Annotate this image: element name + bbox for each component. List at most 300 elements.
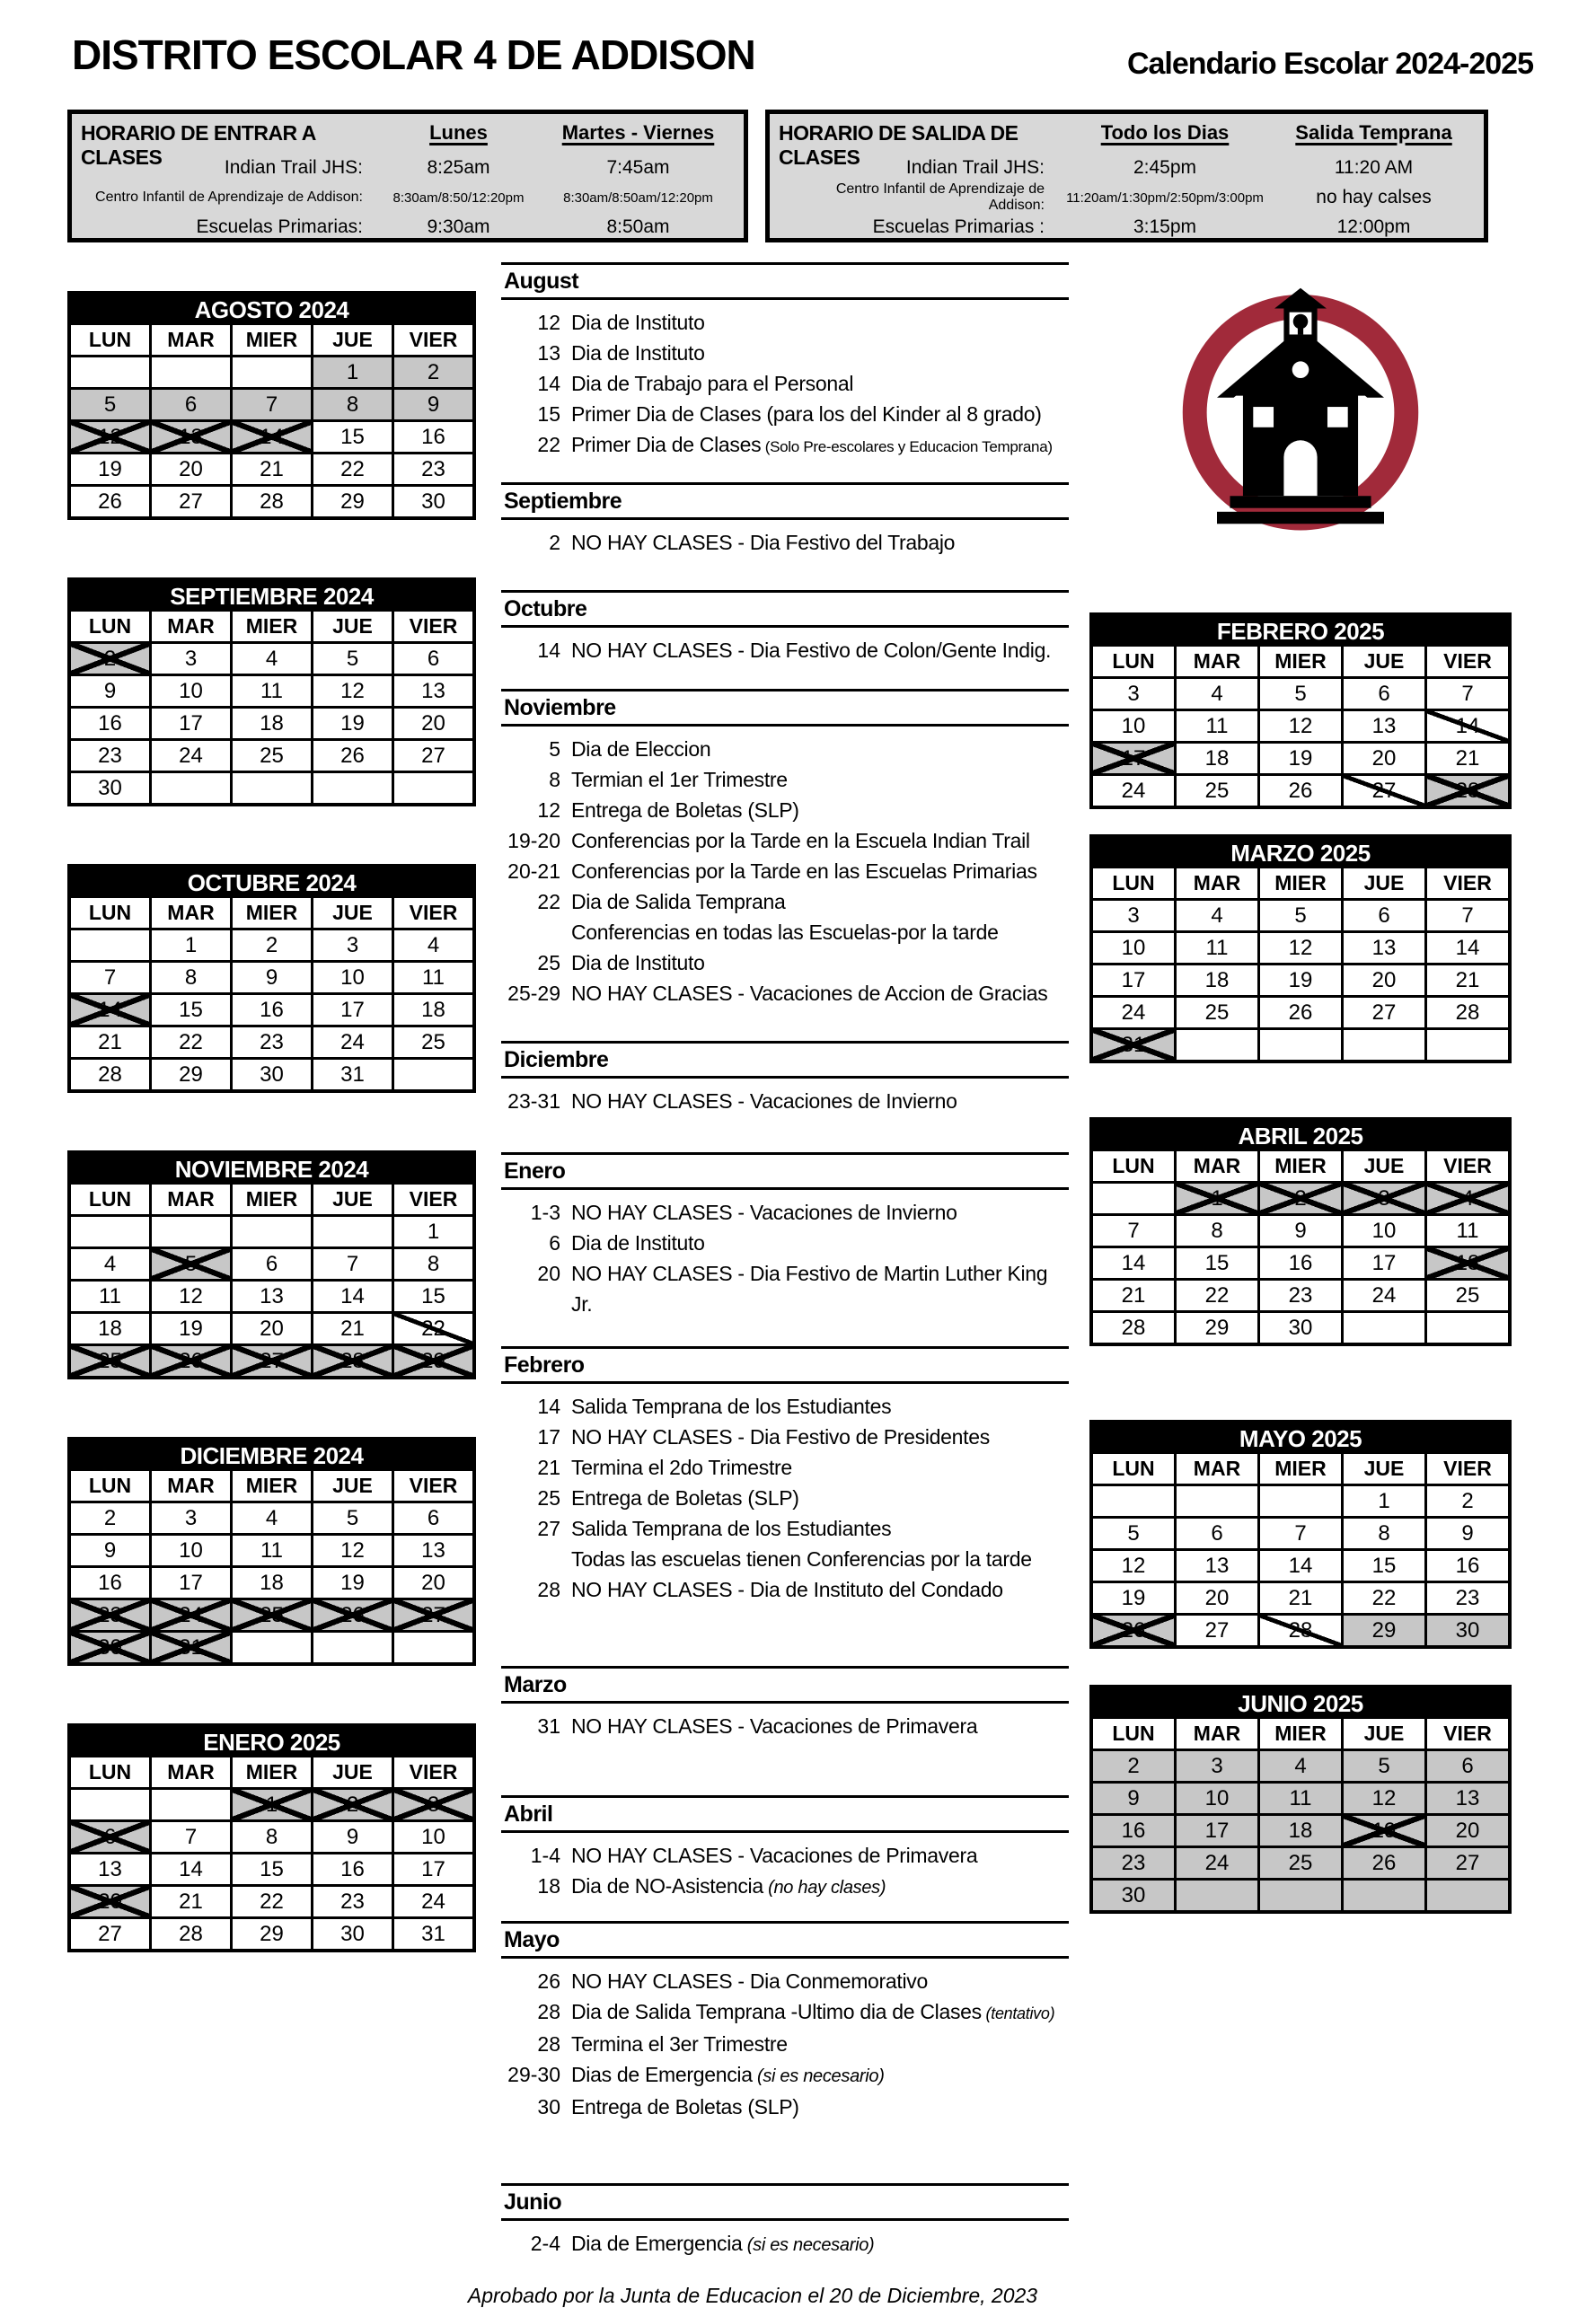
event-month-heading: Septiembre (501, 482, 1069, 520)
day-cell: 28 (152, 1919, 230, 1949)
day-cell: 26 (1093, 1616, 1174, 1645)
day-header: JUE (313, 1185, 392, 1214)
event-note: (si es necesario) (742, 2235, 875, 2255)
event-month-febrero (501, 1346, 1069, 1605)
day-cell: 6 (394, 1503, 472, 1533)
day-cell: 26 (1260, 998, 1341, 1027)
day-header: MAR (152, 612, 230, 641)
day-cell: 7 (71, 963, 149, 992)
day-header: MIER (233, 612, 311, 641)
document-header (72, 31, 1533, 82)
day-header: VIER (1427, 1151, 1508, 1181)
event-month-heading: August (501, 262, 1069, 300)
day-cell: 10 (1093, 711, 1174, 741)
entry-row-value: 8:50am (606, 216, 670, 237)
event-day-number: 15 (537, 402, 560, 426)
day-header: VIER (394, 1757, 472, 1787)
day-cell (71, 357, 149, 387)
event-item (501, 795, 1069, 825)
event-item (501, 429, 1069, 462)
day-cell: 4 (1260, 1751, 1341, 1781)
event-day-number: 25-29 (507, 982, 560, 1005)
day-header: LUN (1093, 647, 1174, 676)
day-cell: 23 (313, 1887, 392, 1916)
event-day-number: 23-31 (507, 1089, 560, 1113)
day-cell: 26 (1260, 776, 1341, 806)
day-header: JUE (1344, 647, 1424, 676)
day-cell: 15 (1344, 1551, 1424, 1581)
day-cell: 2 (71, 1503, 149, 1533)
event-item (501, 2228, 1069, 2260)
day-header: JUE (313, 1757, 392, 1787)
day-cell: 13 (152, 422, 230, 452)
day-cell: 24 (152, 741, 230, 771)
day-cell: 28 (71, 1060, 149, 1089)
calendar-title: MAYO 2025 (1093, 1423, 1508, 1454)
day-cell: 30 (1427, 1616, 1508, 1645)
month-calendar-abril2025 (1089, 1117, 1512, 1346)
event-text: Conferencias en todas las Escuelas-por la tarde (571, 921, 999, 944)
event-text: Entrega de Boletas (SLP) (571, 1486, 799, 1510)
day-cell: 11 (233, 1536, 311, 1565)
day-cell: 13 (1427, 1784, 1508, 1813)
calendar-grid (1093, 647, 1508, 806)
day-cell (152, 773, 230, 803)
day-header: MAR (152, 1471, 230, 1501)
day-cell: 8 (394, 1249, 472, 1279)
day-cell: 7 (1427, 679, 1508, 709)
event-text: Salida Temprana de los Estudiantes (571, 1517, 892, 1540)
day-cell: 30 (233, 1060, 311, 1089)
event-month-august (501, 262, 1069, 462)
day-cell: 9 (71, 1536, 149, 1565)
day-cell (313, 1633, 392, 1662)
day-cell (152, 1217, 230, 1246)
exit-row-label: Centro Infantil de Aprendizaje de Addison: (835, 181, 1045, 213)
day-cell: 2 (1093, 1751, 1174, 1781)
day-cell: 4 (71, 1249, 149, 1279)
day-cell: 25 (1427, 1281, 1508, 1310)
schoolhouse-logo-icon (1161, 266, 1440, 544)
day-cell: 19 (1093, 1583, 1174, 1613)
day-cell (1260, 1030, 1341, 1060)
day-cell: 22 (1177, 1281, 1257, 1310)
day-cell: 6 (1344, 901, 1424, 930)
day-cell (71, 930, 149, 960)
exit-row-label: Escuelas Primarias : (872, 216, 1045, 237)
calendar-title: OCTUBRE 2024 (71, 868, 472, 898)
entry-col-monday: Lunes (429, 121, 488, 144)
event-month-mayo (501, 1921, 1069, 2122)
day-cell: 3 (152, 1503, 230, 1533)
day-header: LUN (1093, 1151, 1174, 1181)
event-text: Termina el 2do Trimestre (571, 1456, 792, 1479)
day-cell: 5 (152, 1249, 230, 1279)
district-title: DISTRITO ESCOLAR 4 DE ADDISON (72, 31, 755, 78)
day-cell: 13 (1344, 933, 1424, 963)
day-cell: 10 (394, 1822, 472, 1852)
event-item (501, 368, 1069, 399)
day-cell: 6 (71, 1822, 149, 1852)
day-cell: 12 (313, 676, 392, 706)
event-day-number: 28 (537, 1578, 560, 1601)
day-cell: 21 (1427, 965, 1508, 995)
event-day-number: 12 (537, 798, 560, 822)
day-cell: 13 (233, 1282, 311, 1311)
day-cell (71, 1217, 149, 1246)
entry-row-label: Escuelas Primarias: (196, 216, 363, 237)
day-cell: 16 (313, 1854, 392, 1884)
day-cell: 17 (1093, 965, 1174, 995)
day-cell (1177, 1881, 1257, 1910)
day-cell: 6 (1344, 679, 1424, 709)
day-cell: 16 (71, 709, 149, 738)
day-cell (1093, 1184, 1174, 1213)
calendar-title: DICIEMBRE 2024 (71, 1440, 472, 1471)
day-cell: 15 (394, 1282, 472, 1311)
event-day-number: 22 (537, 433, 560, 456)
event-day-number: 21 (537, 1456, 560, 1479)
day-cell: 28 (233, 487, 311, 516)
day-cell: 17 (313, 995, 392, 1025)
day-cell: 9 (1427, 1519, 1508, 1548)
event-day-number: 22 (537, 890, 560, 913)
entry-row-label: Centro Infantil de Aprendizaje de Addison: (95, 189, 363, 205)
month-calendar-septiembre2024 (67, 577, 476, 806)
day-cell (233, 773, 311, 803)
day-cell: 31 (313, 1060, 392, 1089)
month-calendar-diciembre2024 (67, 1437, 476, 1666)
event-text: Dia de Instituto (571, 951, 705, 974)
day-cell: 17 (394, 1854, 472, 1884)
day-cell: 5 (71, 390, 149, 419)
day-header: LUN (71, 898, 149, 928)
event-note: (Solo Pre-escolares y Educacion Temprana) (761, 438, 1053, 455)
day-cell (1260, 1881, 1341, 1910)
day-header: VIER (1427, 647, 1508, 676)
event-month-abril (501, 1795, 1069, 1903)
day-cell: 29 (1177, 1313, 1257, 1343)
event-item (501, 917, 1069, 947)
day-cell: 3 (1344, 1184, 1424, 1213)
month-calendar-marzo2025 (1089, 834, 1512, 1063)
event-item (501, 978, 1069, 1009)
event-text: NO HAY CLASES - Vacaciones de Accion de Gracias (571, 982, 1048, 1005)
day-cell (1177, 1030, 1257, 1060)
event-day-number: 30 (537, 2095, 560, 2119)
event-item (501, 399, 1069, 429)
entry-schedule-title: HORARIO DE ENTRAR A CLASES (81, 121, 315, 169)
event-item (501, 1391, 1069, 1422)
day-cell: 2 (394, 357, 472, 387)
day-cell: 18 (233, 709, 311, 738)
event-day-number: 12 (537, 311, 560, 334)
day-cell: 19 (1344, 1816, 1424, 1846)
day-header: MIER (1260, 1454, 1341, 1484)
day-cell: 9 (394, 390, 472, 419)
event-item (501, 1544, 1069, 1574)
event-item (501, 947, 1069, 978)
day-header: VIER (1427, 1454, 1508, 1484)
day-cell: 22 (394, 1314, 472, 1343)
day-cell: 6 (233, 1249, 311, 1279)
event-day-number: 17 (537, 1425, 560, 1449)
day-cell: 16 (1260, 1248, 1341, 1278)
exit-row-value: 11:20 AM (1334, 157, 1414, 178)
day-cell: 25 (1260, 1848, 1341, 1878)
day-cell: 21 (1260, 1583, 1341, 1613)
event-day-number: 1-3 (530, 1201, 560, 1224)
event-text: Dia de Eleccion (571, 737, 711, 761)
day-cell: 5 (1093, 1519, 1174, 1548)
day-cell: 12 (1260, 711, 1341, 741)
day-cell: 16 (1427, 1551, 1508, 1581)
event-month-heading: Diciembre (501, 1041, 1069, 1079)
day-cell: 31 (394, 1919, 472, 1949)
calendar-title: ABRIL 2025 (1093, 1121, 1508, 1151)
day-cell: 28 (313, 1346, 392, 1376)
day-cell: 27 (233, 1346, 311, 1376)
event-text: Dia de Instituto (571, 311, 705, 334)
event-item (501, 1086, 1069, 1116)
day-cell: 5 (313, 644, 392, 674)
day-header: LUN (71, 612, 149, 641)
event-text: Dia de Instituto (571, 1231, 705, 1255)
event-day-number: 25 (537, 951, 560, 974)
day-cell: 23 (1260, 1281, 1341, 1310)
day-cell: 25 (233, 741, 311, 771)
event-day-number: 25 (537, 1486, 560, 1510)
day-cell: 18 (1177, 965, 1257, 995)
event-text: NO HAY CLASES - Vacaciones de Invierno (571, 1201, 957, 1224)
entry-col-tue-fri: Martes - Viernes (561, 121, 715, 144)
day-cell: 4 (233, 1503, 311, 1533)
exit-row-value: 11:20am/1:30pm/2:50pm/3:00pm (1066, 189, 1264, 206)
event-item (501, 2059, 1069, 2092)
day-cell: 4 (233, 644, 311, 674)
event-text: Dia de Emergencia (si es necesario) (571, 2232, 875, 2255)
day-header: LUN (71, 325, 149, 355)
event-text: NO HAY CLASES - Dia de Instituto del Condado (571, 1578, 1003, 1601)
calendar-year-title: Calendario Escolar 2024-2025 (1126, 47, 1533, 81)
day-cell: 7 (313, 1249, 392, 1279)
day-cell: 10 (152, 1536, 230, 1565)
day-cell: 23 (394, 454, 472, 484)
day-cell: 24 (152, 1600, 230, 1630)
day-header: MIER (1260, 1719, 1341, 1749)
day-cell: 21 (1427, 744, 1508, 773)
day-header: VIER (394, 612, 472, 641)
day-cell: 5 (1260, 679, 1341, 709)
day-cell: 13 (394, 676, 472, 706)
event-day-number: 31 (537, 1714, 560, 1738)
day-cell: 4 (1427, 1184, 1508, 1213)
day-cell: 14 (152, 1854, 230, 1884)
day-cell: 1 (313, 357, 392, 387)
exit-col-early: Salida Temprana (1295, 121, 1452, 144)
event-month-heading: Octubre (501, 590, 1069, 628)
day-header: MIER (1260, 1151, 1341, 1181)
event-item (501, 825, 1069, 856)
event-day-number: 14 (537, 639, 560, 662)
day-cell: 25 (1177, 776, 1257, 806)
day-cell: 24 (1177, 1848, 1257, 1878)
day-cell: 24 (394, 1887, 472, 1916)
event-month-marzo (501, 1666, 1069, 1741)
event-item (501, 734, 1069, 764)
day-cell: 25 (233, 1600, 311, 1630)
day-header: JUE (313, 612, 392, 641)
exit-row-value: no hay calses (1316, 187, 1432, 207)
day-cell: 11 (71, 1282, 149, 1311)
month-calendar-mayo2025 (1089, 1420, 1512, 1649)
day-header: VIER (394, 325, 472, 355)
day-cell: 12 (313, 1536, 392, 1565)
day-cell: 20 (394, 709, 472, 738)
day-cell: 18 (233, 1568, 311, 1598)
day-header: LUN (1093, 1719, 1174, 1749)
day-header: JUE (1344, 1454, 1424, 1484)
day-cell: 7 (1427, 901, 1508, 930)
event-note: (si es necesario) (752, 2066, 885, 2086)
day-cell: 2 (71, 644, 149, 674)
day-cell: 14 (313, 1282, 392, 1311)
day-cell (152, 357, 230, 387)
day-cell: 10 (1093, 933, 1174, 963)
event-item (501, 2029, 1069, 2059)
day-cell: 27 (1177, 1616, 1257, 1645)
event-text: NO HAY CLASES - Vacaciones de Primavera (571, 1714, 978, 1738)
entry-schedule-panel (67, 110, 748, 242)
month-calendar-noviembre2024 (67, 1150, 476, 1379)
event-item (501, 2092, 1069, 2122)
exit-schedule-panel (765, 110, 1488, 242)
entry-row-value: 8:30am/8:50am/12:20pm (563, 189, 713, 206)
day-cell: 19 (152, 1314, 230, 1343)
event-text: Conferencias por la Tarde en las Escuelas Primarias (571, 859, 1037, 883)
day-cell: 6 (1427, 1751, 1508, 1781)
event-day-number: 14 (537, 372, 560, 395)
day-cell: 29 (152, 1060, 230, 1089)
event-text: Entrega de Boletas (SLP) (571, 2095, 799, 2119)
day-cell: 3 (1093, 901, 1174, 930)
day-cell (1344, 1881, 1424, 1910)
day-cell (1177, 1486, 1257, 1516)
day-cell: 7 (1093, 1216, 1174, 1246)
day-header: VIER (1427, 1719, 1508, 1749)
event-day-number: 5 (549, 737, 560, 761)
day-cell: 21 (152, 1887, 230, 1916)
day-header: MIER (233, 1757, 311, 1787)
day-cell: 30 (71, 1633, 149, 1662)
day-cell: 10 (1344, 1216, 1424, 1246)
day-cell: 15 (1177, 1248, 1257, 1278)
event-item (501, 1422, 1069, 1452)
day-cell: 8 (233, 1822, 311, 1852)
entry-row-value: 8:25am (427, 157, 490, 178)
day-header: JUE (313, 325, 392, 355)
day-cell: 20 (1344, 965, 1424, 995)
day-cell: 11 (1427, 1216, 1508, 1246)
day-header: VIER (394, 898, 472, 928)
event-day-number: 1-4 (530, 1844, 560, 1867)
day-header: MAR (1177, 647, 1257, 676)
event-item (501, 764, 1069, 795)
day-cell: 22 (1344, 1583, 1424, 1613)
day-header: LUN (71, 1471, 149, 1501)
day-cell: 9 (71, 676, 149, 706)
day-cell: 30 (394, 487, 472, 516)
day-cell: 27 (394, 741, 472, 771)
month-calendar-agosto2024 (67, 291, 476, 520)
day-cell (394, 1633, 472, 1662)
right-calendars (1089, 612, 1512, 1914)
event-text: Primer Dia de Clases (para los del Kinder al 8 grado) (571, 402, 1042, 426)
event-item (501, 1483, 1069, 1513)
day-cell: 6 (394, 644, 472, 674)
event-day-number: 6 (549, 1231, 560, 1255)
day-cell: 17 (1093, 744, 1174, 773)
event-month-heading: Marzo (501, 1666, 1069, 1704)
day-cell: 18 (1177, 744, 1257, 773)
event-item (501, 1197, 1069, 1228)
event-day-number: 28 (537, 2000, 560, 2023)
day-cell: 12 (1344, 1784, 1424, 1813)
month-calendar-junio2025 (1089, 1685, 1512, 1914)
calendar-title: JUNIO 2025 (1093, 1688, 1508, 1719)
entry-row-value: 7:45am (606, 157, 670, 178)
day-cell: 20 (1427, 1816, 1508, 1846)
day-cell: 19 (71, 454, 149, 484)
event-day-number: 29-30 (507, 2063, 560, 2086)
day-cell: 14 (233, 422, 311, 452)
month-calendar-febrero2025 (1089, 612, 1512, 809)
day-cell: 3 (152, 644, 230, 674)
day-cell: 26 (1344, 1848, 1424, 1878)
event-month-heading: Enero (501, 1152, 1069, 1190)
day-header: VIER (1427, 868, 1508, 898)
day-cell: 1 (1344, 1486, 1424, 1516)
day-cell: 9 (233, 963, 311, 992)
day-cell: 16 (71, 1568, 149, 1598)
day-cell: 26 (152, 1346, 230, 1376)
day-cell: 19 (1260, 744, 1341, 773)
day-cell: 29 (233, 1919, 311, 1949)
day-header: MIER (1260, 868, 1341, 898)
event-item (501, 1258, 1069, 1319)
calendar-title: AGOSTO 2024 (71, 295, 472, 325)
day-cell: 21 (313, 1314, 392, 1343)
day-cell: 9 (313, 1822, 392, 1852)
day-cell: 22 (313, 454, 392, 484)
event-item (501, 1711, 1069, 1741)
event-month-enero (501, 1152, 1069, 1319)
day-cell: 16 (233, 995, 311, 1025)
day-header: MIER (233, 325, 311, 355)
day-cell: 11 (394, 963, 472, 992)
day-cell: 3 (1177, 1751, 1257, 1781)
event-day-number: 20-21 (507, 859, 560, 883)
day-cell: 19 (313, 1568, 392, 1598)
day-cell: 8 (1177, 1216, 1257, 1246)
event-text: NO HAY CLASES - Vacaciones de Invierno (571, 1089, 957, 1113)
approval-note: Aprobado por la Junta de Educacion el 20 de Diciembre, 2023 (467, 2284, 1038, 2307)
day-cell: 1 (233, 1790, 311, 1819)
calendar-title: SEPTIEMBRE 2024 (71, 581, 472, 612)
day-cell: 10 (313, 963, 392, 992)
day-cell: 27 (71, 1919, 149, 1949)
event-month-noviembre (501, 689, 1069, 1009)
